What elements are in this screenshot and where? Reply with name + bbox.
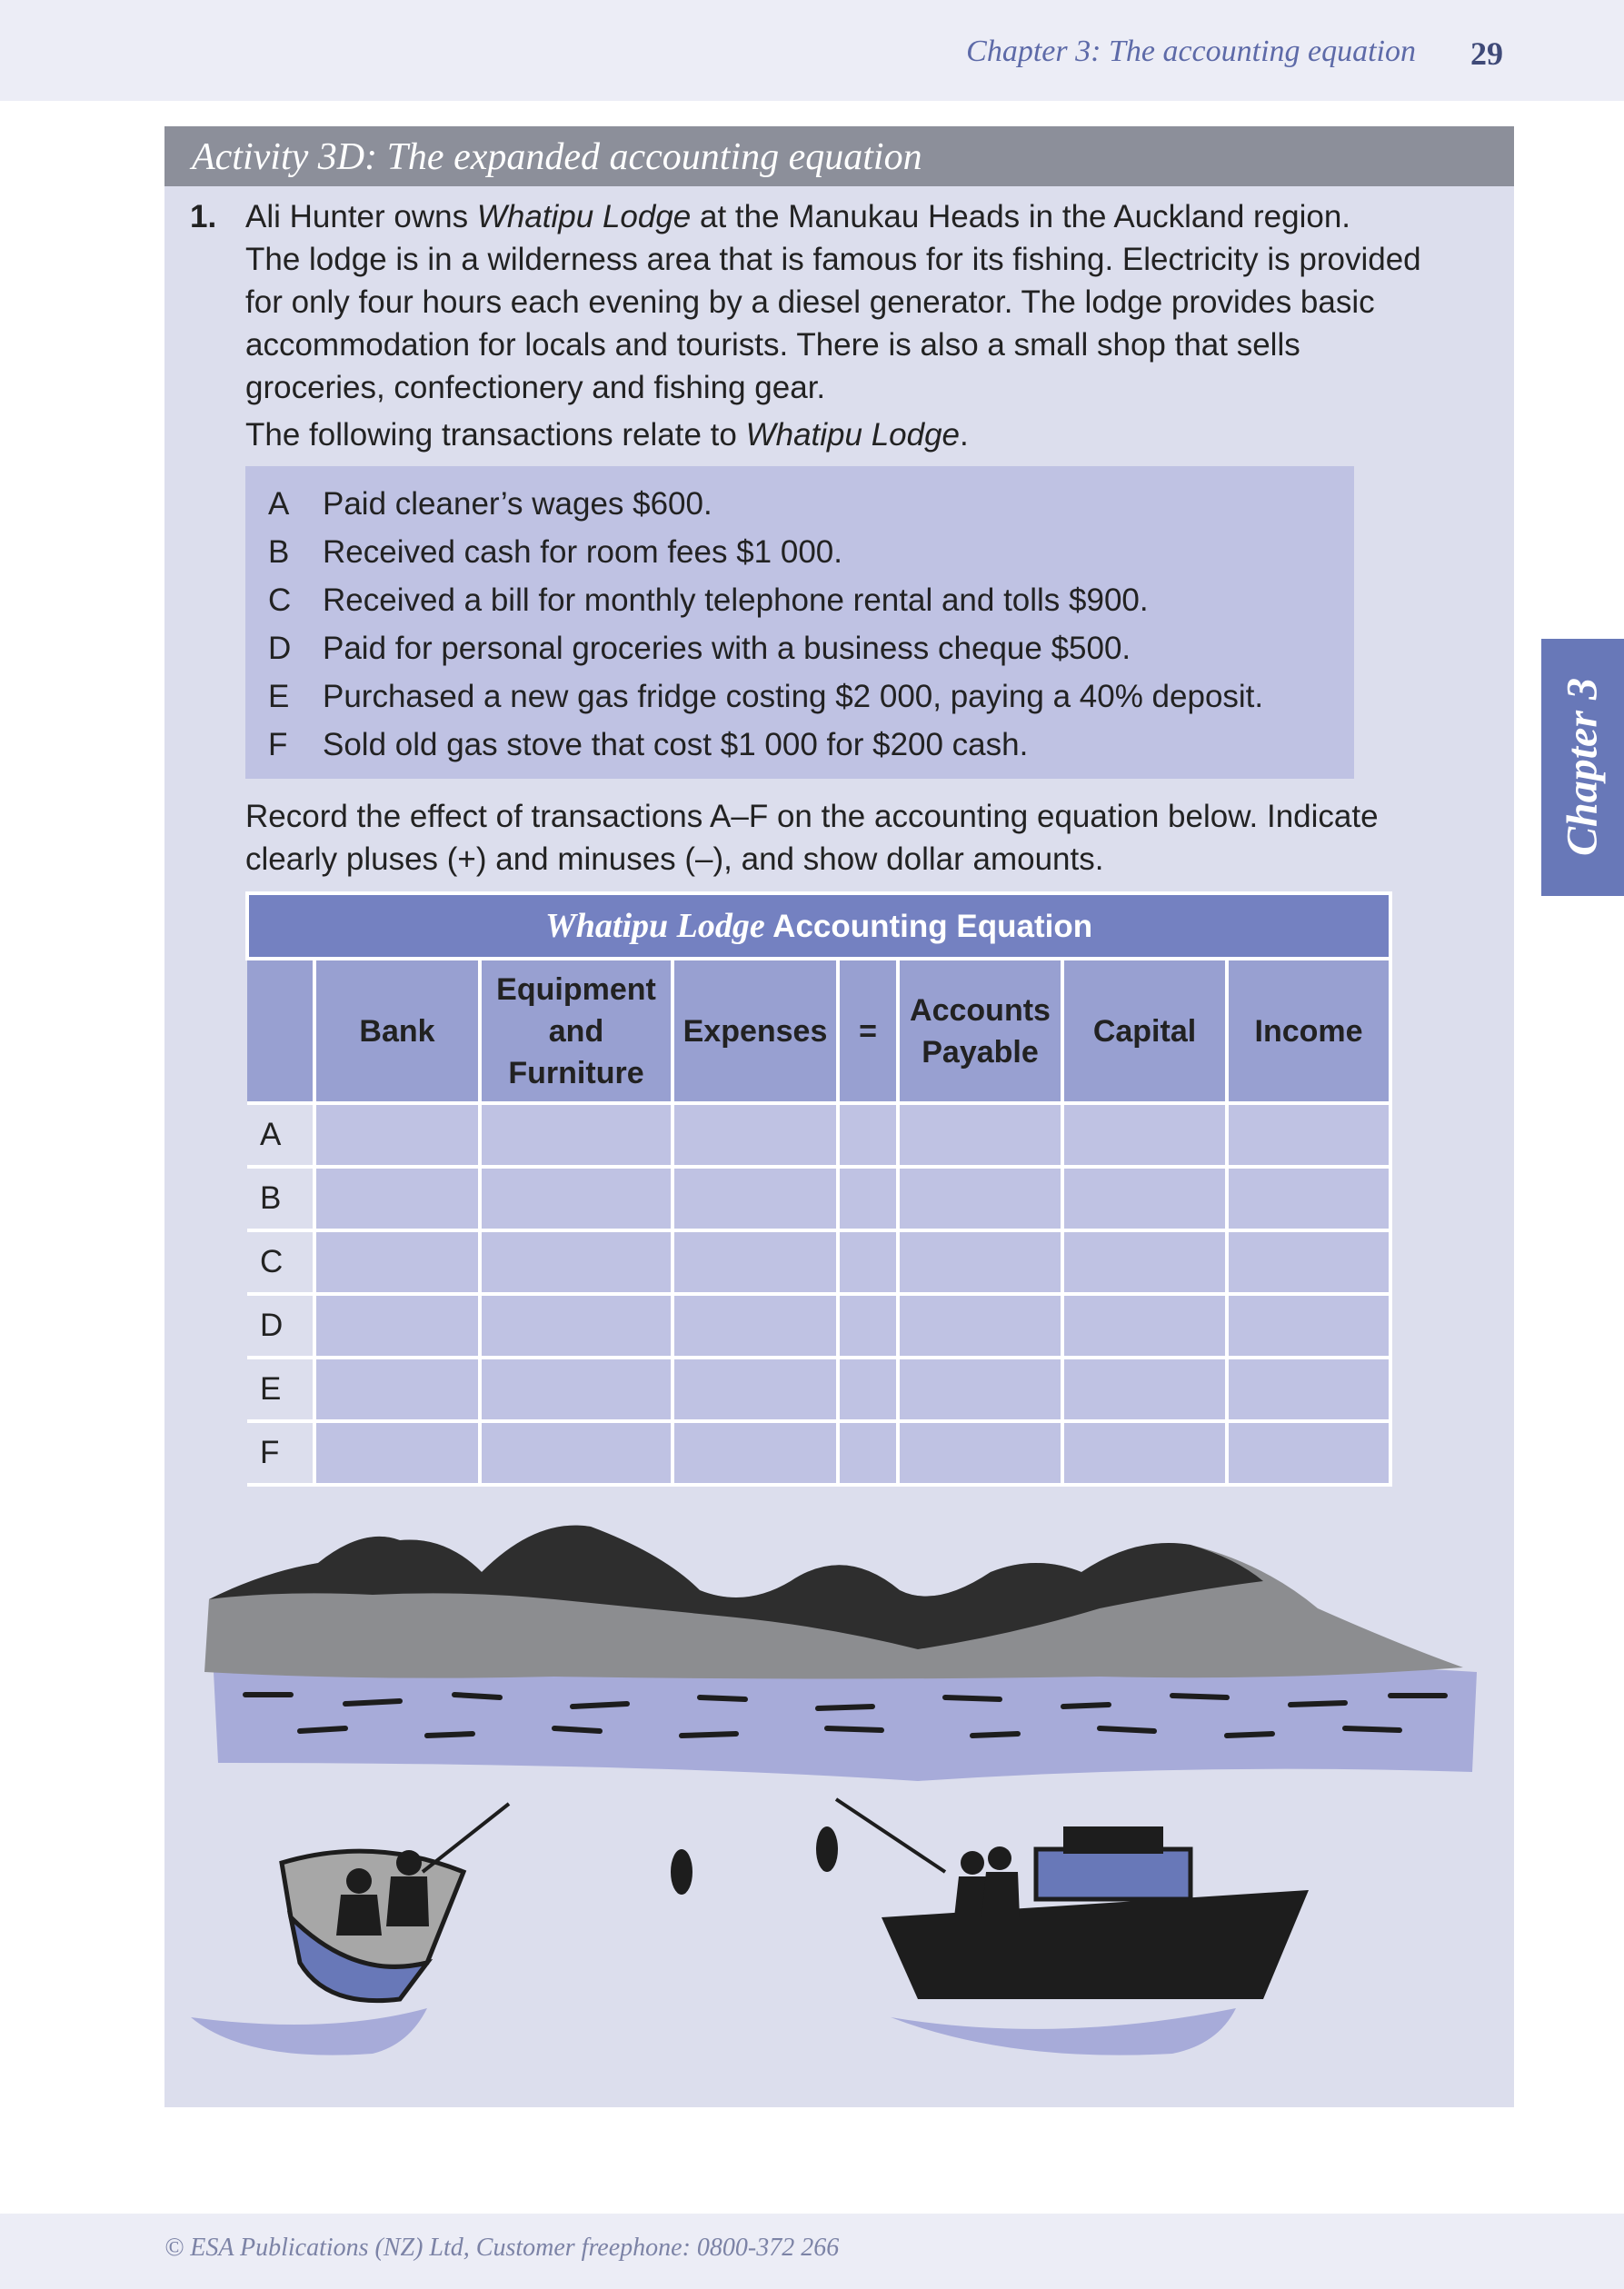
cell-accounts-payable[interactable] <box>898 1167 1062 1230</box>
small-boat-icon <box>191 1804 509 2055</box>
row-label: F <box>247 1421 314 1485</box>
cell-capital[interactable] <box>1062 1167 1227 1230</box>
cell-equipment[interactable] <box>480 1167 673 1230</box>
activity-title-bar <box>164 126 1514 186</box>
table-row <box>247 1103 1390 1167</box>
cell-income[interactable] <box>1227 1167 1390 1230</box>
header-expenses: Expenses <box>673 959 838 1103</box>
cell-accounts-payable[interactable] <box>898 1230 1062 1294</box>
cell-equals <box>838 1167 898 1230</box>
table-title-italic: Whatipu Lodge <box>545 907 765 945</box>
intro-line: for only four hours each evening by a diesel generator. The lodge provides basic <box>245 284 1375 320</box>
instruction-paragraph <box>245 795 1490 881</box>
row-label: D <box>247 1294 314 1358</box>
cell-expenses[interactable] <box>673 1421 838 1485</box>
cell-accounts-payable[interactable] <box>898 1421 1062 1485</box>
cell-income[interactable] <box>1227 1358 1390 1421</box>
row-label: B <box>247 1167 314 1230</box>
row-label: C <box>247 1230 314 1294</box>
header-equals: = <box>838 959 898 1103</box>
cell-capital[interactable] <box>1062 1230 1227 1294</box>
cell-bank[interactable] <box>314 1230 480 1294</box>
cell-capital[interactable] <box>1062 1103 1227 1167</box>
cell-equals <box>838 1358 898 1421</box>
header-line: Payable <box>922 1034 1039 1070</box>
cell-accounts-payable[interactable] <box>898 1294 1062 1358</box>
transaction-letter: B <box>268 534 290 570</box>
page-footer <box>0 2214 1624 2289</box>
header-bank: Bank <box>314 959 480 1103</box>
cell-expenses[interactable] <box>673 1294 838 1358</box>
cell-bank[interactable] <box>314 1358 480 1421</box>
transaction-letter: D <box>268 631 292 666</box>
table-row <box>247 1421 1390 1485</box>
transaction-letter: A <box>268 486 290 522</box>
cell-equipment[interactable] <box>480 1358 673 1421</box>
instruction-line: Record the effect of transactions A–F on the accounting equation below. Indicate <box>245 799 1379 834</box>
intro-line: groceries, confectionery and fishing gear. <box>245 370 826 405</box>
cell-income[interactable] <box>1227 1230 1390 1294</box>
header-capital: Capital <box>1062 959 1227 1103</box>
cell-equipment[interactable] <box>480 1421 673 1485</box>
transaction-letter: F <box>268 727 288 762</box>
fish-icon <box>671 1826 838 1895</box>
cell-expenses[interactable] <box>673 1358 838 1421</box>
water-band <box>214 1662 1477 1781</box>
cell-income[interactable] <box>1227 1103 1390 1167</box>
transaction-text: Paid cleaner’s wages $600. <box>323 486 712 522</box>
cell-bank[interactable] <box>314 1421 480 1485</box>
transaction-text: Received cash for room fees $1 000. <box>323 534 842 570</box>
cell-accounts-payable[interactable] <box>898 1358 1062 1421</box>
cell-capital[interactable] <box>1062 1358 1227 1421</box>
table-title-rest: Accounting Equation <box>764 909 1093 944</box>
transaction-text: Sold old gas stove that cost $1 000 for $200 cash. <box>323 727 1029 762</box>
cell-bank[interactable] <box>314 1294 480 1358</box>
header-line: Accounts <box>910 992 1051 1028</box>
table-row <box>247 1294 1390 1358</box>
table-row <box>247 1358 1390 1421</box>
accounting-equation-table <box>245 891 1392 1487</box>
cell-expenses[interactable] <box>673 1230 838 1294</box>
cell-equals <box>838 1103 898 1167</box>
transaction-text: Received a bill for monthly telephone rental and tolls $900. <box>323 582 1149 618</box>
cell-expenses[interactable] <box>673 1103 838 1167</box>
cell-capital[interactable] <box>1062 1421 1227 1485</box>
header-income: Income <box>1227 959 1390 1103</box>
cell-income[interactable] <box>1227 1421 1390 1485</box>
footer-copyright: © ESA Publications (NZ) Ltd, Customer freephone: 0800-372 266 <box>164 2234 840 2262</box>
side-tab-label: Chapter 3 <box>1558 677 1607 857</box>
chapter-title: Chapter 3: The accounting equation <box>966 35 1416 68</box>
cell-bank[interactable] <box>314 1167 480 1230</box>
cell-accounts-payable[interactable] <box>898 1103 1062 1167</box>
activity-title: Activity 3D: The expanded accounting equation <box>192 136 922 178</box>
table-row <box>247 1167 1390 1230</box>
transaction-letter: E <box>268 679 290 714</box>
transaction-letter: C <box>268 582 292 618</box>
intro-line <box>245 195 1490 238</box>
chapter-side-tab <box>1541 639 1624 896</box>
instruction-line: clearly pluses (+) and minuses (–), and show dollar amounts. <box>245 841 1104 877</box>
cell-capital[interactable] <box>1062 1294 1227 1358</box>
header-accounts-payable <box>898 959 1062 1103</box>
cell-equals <box>838 1230 898 1294</box>
cell-bank[interactable] <box>314 1103 480 1167</box>
cell-income[interactable] <box>1227 1294 1390 1358</box>
header-line: Furniture <box>508 1055 644 1090</box>
fishing-boat-icon <box>836 1799 1309 2055</box>
transaction-text: Paid for personal groceries with a business cheque $500. <box>323 631 1131 666</box>
intro-line: accommodation for locals and tourists. There is also a small shop that sells <box>245 327 1300 363</box>
intro-line: The lodge is in a wilderness area that is famous for its fishing. Electricity is provided <box>245 242 1421 277</box>
intro-paragraph <box>245 195 1490 409</box>
cell-equals <box>838 1421 898 1485</box>
cell-equipment[interactable] <box>480 1103 673 1167</box>
header-line: Equipment <box>496 971 656 1007</box>
header-corner <box>247 959 314 1103</box>
intro-line-start: Ali Hunter owns Whatipu Lodge at the Manukau Heads in the Auckland region. <box>245 199 1351 234</box>
cell-equipment[interactable] <box>480 1294 673 1358</box>
cell-expenses[interactable] <box>673 1167 838 1230</box>
page-header <box>0 0 1624 101</box>
question-number: 1. <box>190 199 217 234</box>
cell-equals <box>838 1294 898 1358</box>
table-title <box>247 893 1390 959</box>
transaction-text: Purchased a new gas fridge costing $2 000, paying a 40% deposit. <box>323 679 1264 714</box>
transactions-box <box>245 466 1354 779</box>
transactions-intro-text: The following transactions relate to Whatipu Lodge. <box>245 417 969 453</box>
header-line: and <box>548 1013 604 1049</box>
transactions-intro <box>245 413 1490 456</box>
row-label: A <box>247 1103 314 1167</box>
header-equipment-furniture <box>480 959 673 1103</box>
row-label: E <box>247 1358 314 1421</box>
cell-equipment[interactable] <box>480 1230 673 1294</box>
table-row <box>247 1230 1390 1294</box>
page-number: 29 <box>1470 35 1503 72</box>
fishing-lodge-illustration <box>191 1490 1490 2072</box>
